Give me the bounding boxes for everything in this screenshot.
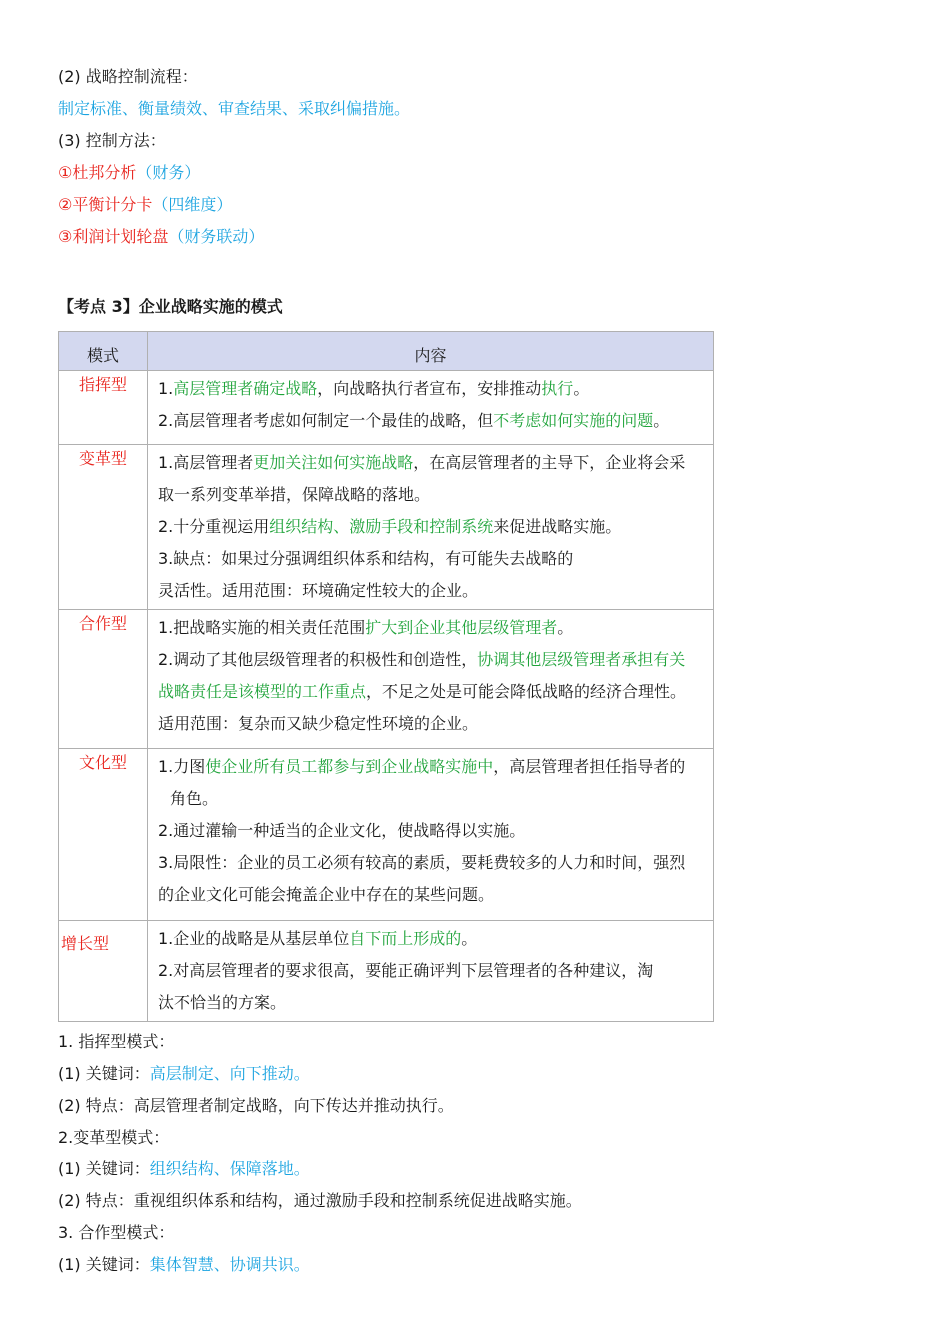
content-line (158, 815, 707, 847)
content-line (158, 575, 707, 607)
table-row (59, 921, 714, 1022)
summary-line (58, 1030, 174, 1054)
summary-label: (2) 特点：重视组织体系和结构，通过激励手段和控制系统促进战略实施。 (58, 1191, 582, 1210)
method-name: ③利润计划轮盘 (58, 227, 169, 246)
body-text: 1. (158, 379, 174, 398)
content-line (158, 511, 707, 543)
method-name: ①杜邦分析 (58, 163, 137, 182)
body-text: 。 (653, 411, 670, 430)
body-text: 2.调动了其他层级管理者的积极性和创造性， (158, 650, 478, 669)
highlight-text: 不考虑如何实施的问题 (493, 411, 654, 430)
summary-line (58, 1094, 454, 1118)
method-note: （财务联动） (168, 227, 265, 246)
method-item (58, 225, 264, 249)
highlight-text: 扩大到企业其他层级管理者 (365, 618, 558, 637)
highlight-text: 协调其他层级管理者承担有关 (477, 650, 686, 669)
body-text: ，向战略执行者宣布，安排推动 (317, 379, 542, 398)
content-line (158, 479, 707, 511)
mode-content (148, 610, 714, 749)
content-line (158, 751, 707, 783)
body-text: 。 (557, 618, 574, 637)
summary-keywords: 高层制定、向下推动。 (149, 1064, 310, 1083)
highlight-text: 使企业所有员工都参与到企业战略实施中 (205, 757, 494, 776)
body-text: 2.对高层管理者的要求很高，要能正确评判下层管理者的各种建议，淘 (158, 961, 654, 980)
body-text: 3.缺点：如果过分强调组织体系和结构，有可能失去战略的 (158, 549, 574, 568)
table-row (59, 610, 714, 749)
content-line (158, 879, 707, 911)
body-text: 。 (573, 379, 590, 398)
table-row (59, 445, 714, 610)
method-name: ②平衡计分卡 (58, 195, 153, 214)
section-title: 【考点 3】企业战略实施的模式 (58, 297, 283, 316)
highlight-text: 执行 (541, 379, 574, 398)
content-line (158, 955, 707, 987)
body-text: 适用范围：复杂而又缺少稳定性环境的企业。 (158, 714, 479, 733)
body-text: ，高层管理者担任指导者的 (493, 757, 686, 776)
content-line (158, 447, 707, 479)
highlight-text: 组织结构、激励手段和控制系统 (269, 517, 494, 536)
body-text: 灵活性。适用范围：环境确定性较大的企业。 (158, 581, 479, 600)
content-line (158, 847, 707, 879)
body-text: 2.高层管理者考虑如何制定一个最佳的战略，但 (158, 411, 494, 430)
highlight-text: 更加关注如何实施战略 (253, 453, 414, 472)
method-item (58, 193, 232, 217)
body-text: 2.十分重视运用 (158, 517, 270, 536)
summary-line (58, 1126, 169, 1150)
body-text: 汰不恰当的方案。 (158, 993, 287, 1012)
content-line (158, 676, 707, 708)
content-line (158, 405, 707, 437)
table-row (59, 749, 714, 921)
content-line (158, 543, 707, 575)
summary-label: 1. 指挥型模式： (58, 1032, 175, 1051)
body-text: 1.把战略实施的相关责任范围 (158, 618, 366, 637)
summary-line (58, 1062, 310, 1086)
content-line (158, 987, 707, 1019)
highlight-text: 自下而上形成的 (349, 929, 462, 948)
content-line (158, 923, 707, 955)
summary-line (58, 1221, 174, 1245)
highlight-text: 高层管理者确定战略 (173, 379, 318, 398)
header-mode: 模式 (59, 332, 148, 371)
method-item (58, 161, 200, 185)
modes-table (58, 331, 714, 1022)
mode-content (148, 749, 714, 921)
summary-line (58, 1189, 582, 1213)
body-text: 2.通过灌输一种适当的企业文化，使战略得以实施。 (158, 821, 526, 840)
body-text: 。 (461, 929, 478, 948)
body-text: 1.力图 (158, 757, 206, 776)
summary-label: 3. 合作型模式： (58, 1223, 175, 1242)
mode-name: 文化型 (59, 749, 148, 921)
body-text: 来促进战略实施。 (493, 517, 622, 536)
mode-content (148, 445, 714, 610)
header-content: 内容 (148, 332, 714, 371)
body-text: 1.高层管理者 (158, 453, 254, 472)
table-row (59, 371, 714, 445)
table-header-row (59, 332, 714, 371)
summary-keywords: 组织结构、保障落地。 (149, 1159, 310, 1178)
mode-name: 增长型 (59, 921, 148, 1022)
summary-label: 2.变革型模式： (58, 1128, 170, 1147)
summary-label: (1) 关键词： (58, 1159, 150, 1178)
mode-name: 变革型 (59, 445, 148, 610)
mode-name: 合作型 (59, 610, 148, 749)
content-line (158, 373, 707, 405)
body-text: ，在高层管理者的主导下，企业将会采 (413, 453, 686, 472)
content-line (158, 612, 707, 644)
body-text: 1.企业的战略是从基层单位 (158, 929, 350, 948)
mode-content (148, 371, 714, 445)
method-note: （财务） (136, 163, 201, 182)
method-heading: (3) 控制方法： (58, 131, 166, 150)
mode-name: 指挥型 (59, 371, 148, 445)
body-text: 3.局限性：企业的员工必须有较高的素质，要耗费较多的人力和时间，强烈 (158, 853, 686, 872)
mode-content (148, 921, 714, 1022)
content-line (158, 644, 707, 676)
summary-label: (2) 特点：高层管理者制定战略，向下传达并推动执行。 (58, 1096, 454, 1115)
body-text: ，不足之处是可能会降低战略的经济合理性。 (366, 682, 687, 701)
body-text: 取一系列变革举措，保障战略的落地。 (158, 485, 431, 504)
highlight-text: 战略责任是该模型的工作重点 (158, 682, 367, 701)
summary-line (58, 1157, 310, 1181)
summary-label: (1) 关键词： (58, 1255, 150, 1274)
content-line (158, 708, 707, 740)
method-note: （四维度） (152, 195, 233, 214)
body-text: 角色。 (170, 789, 219, 808)
content-line (158, 783, 707, 815)
process-text: 制定标准、衡量绩效、审查结果、采取纠偏措施。 (58, 99, 411, 118)
summary-keywords: 集体智慧、协调共识。 (149, 1255, 310, 1274)
summary-line (58, 1253, 310, 1277)
summary-label: (1) 关键词： (58, 1064, 150, 1083)
process-heading: (2) 战略控制流程： (58, 67, 198, 86)
body-text: 的企业文化可能会掩盖企业中存在的某些问题。 (158, 885, 495, 904)
